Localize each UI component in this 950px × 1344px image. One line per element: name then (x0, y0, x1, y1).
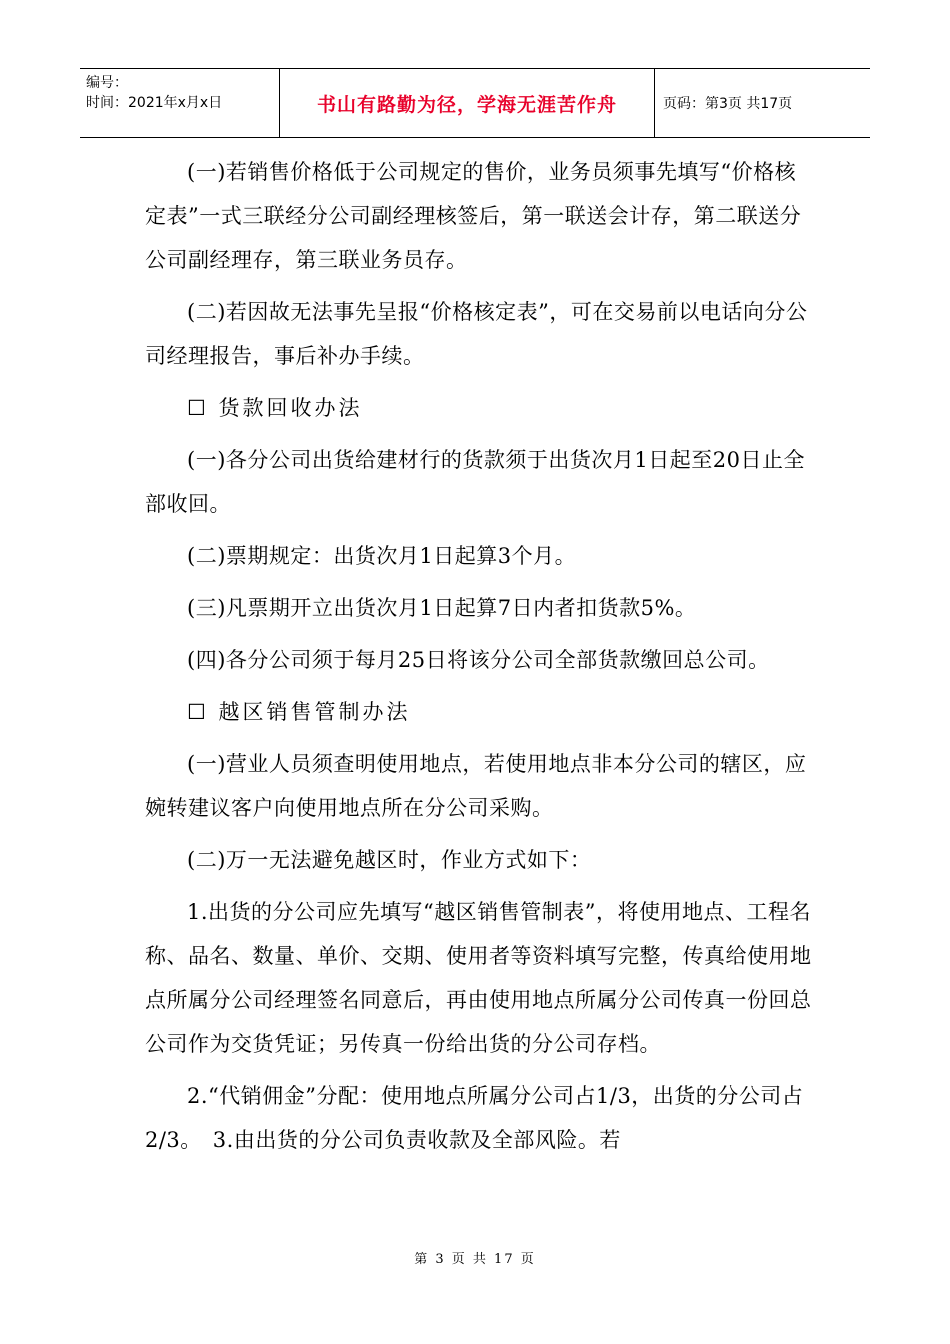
paragraph: (一)各分公司出货给建材行的货款须于出货次月1日起至20日止全部收回。 (145, 448, 805, 516)
paragraph: (三)凡票期开立出货次月1日起算7日内者扣货款5%。 (187, 596, 697, 620)
paragraph: 1.出货的分公司应先填写“越区销售管制表”，将使用地点、工程名称、品名、数量、单价、交期、使用者等资料填写完整，传真给使用地点所属分公司经理签名同意后，再由使用地点所属分公司传真一份回总公司作为交货凭证；另传真一份给出货的分公司存档。 (145, 900, 812, 1056)
document-body (145, 150, 815, 1170)
paragraph: (二)票期规定：出货次月1日起算3个月。 (187, 544, 577, 568)
number-label: 编号： (86, 75, 128, 91)
paragraph: (一)若销售价格低于公司规定的售价，业务员须事先填写“价格核定表”一式三联经分公司副经理核签后，第一联送会计存，第二联送分公司副经理存，第三联业务员存。 (145, 160, 802, 272)
paragraph: (四)各分公司须于每月25日将该分公司全部货款缴回总公司。 (187, 648, 770, 672)
page-footer: 第 3 页 共 17 页 (414, 1252, 536, 1267)
header-page-code: 页码：第3页 共17页 (663, 96, 793, 112)
paragraph: (二)万一无法避免越区时，作业方式如下： (187, 848, 592, 872)
paragraph: (一)营业人员须查明使用地点，若使用地点非本分公司的辖区，应婉转建议客户向使用地点所在分公司采购。 (145, 752, 807, 820)
header-left-cell (80, 69, 280, 137)
document-header (80, 68, 870, 138)
paragraph: 2.“代销佣金”分配：使用地点所属分公司占1/3，出货的分公司占2/3。 3.由出货的分公司负责收款及全部风险。若 (145, 1084, 804, 1152)
paragraph: (二)若因故无法事先呈报“价格核定表”，可在交易前以电话向分公司经理报告，事后补办手续。 (145, 300, 808, 368)
section-heading: ☐ 越区销售管制办法 (187, 700, 411, 724)
time-label: 时间：2021年x月x日 (86, 95, 223, 111)
section-heading: ☐ 货款回收办法 (187, 396, 363, 420)
header-motto: 书山有路勤为径，学海无涯苦作舟 (280, 69, 655, 137)
